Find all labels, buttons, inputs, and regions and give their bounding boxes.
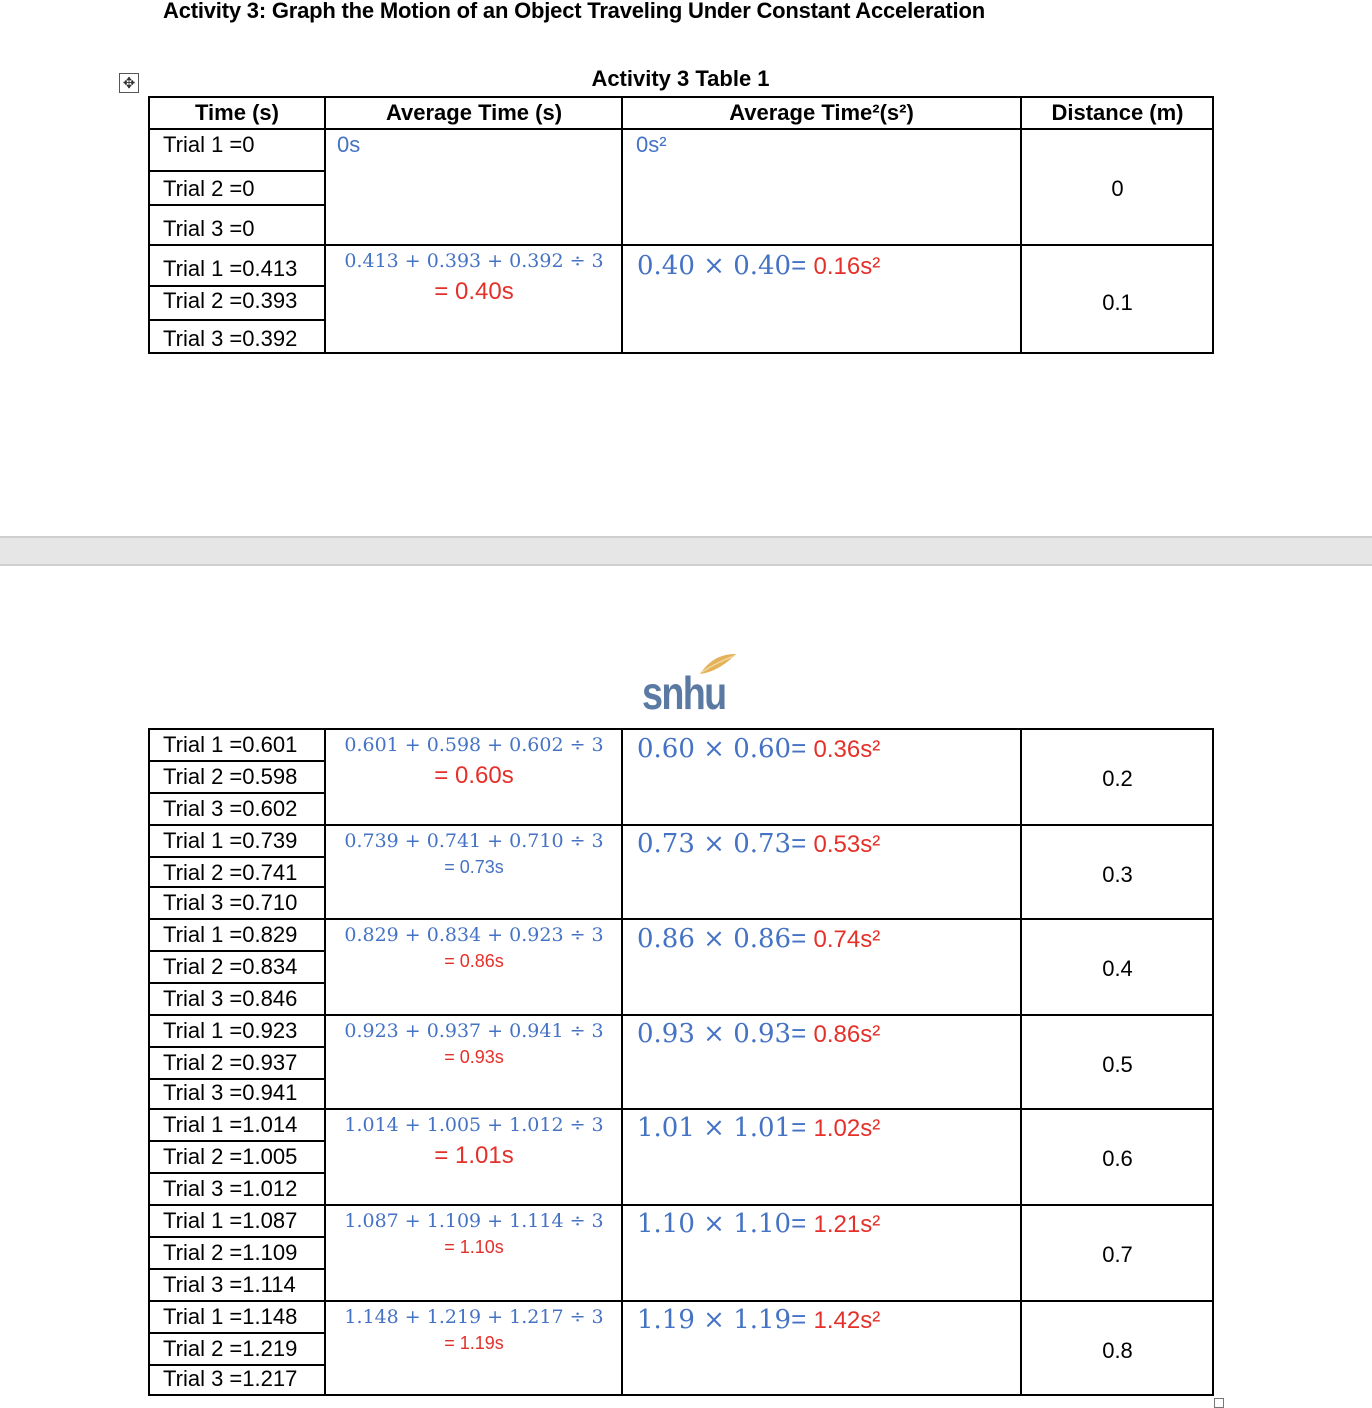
group-divider [148,824,1214,826]
square-cell: 0.40 × 0.40= 0.16s² [637,250,881,281]
trial-cell: Trial 1 =0 [163,132,255,157]
trial-divider [148,950,324,952]
trial-cell: Trial 1 =0.601 [163,732,298,757]
average-calc: 0.829 + 0.834 + 0.923 ÷ 3 [344,924,604,946]
group-divider [148,1014,1214,1016]
average-time-cell: 0s [337,132,361,157]
square-cell: 0.73 × 0.73= 0.53s² [637,828,881,859]
trial-divider [148,760,324,762]
square-result: 0.36s² [813,736,881,763]
average-time-squared-cell: 0s² [636,132,667,157]
distance-cell: 0.7 [1102,1242,1133,1267]
square-result: 0.53s² [813,831,881,858]
trial-divider [148,1140,324,1142]
col-divider [621,96,623,354]
average-result: = 0.60s [434,762,514,789]
square-expression: 0.86 × 0.86 [637,924,792,954]
average-calc: 0.923 + 0.937 + 0.941 ÷ 3 [344,1020,604,1042]
document-heading: Activity 3: Graph the Motion of an Object Traveling Under Constant Acceleration [163,0,985,23]
header-time: Time (s) [195,100,279,125]
header-distance: Distance (m) [1051,100,1184,125]
trial-cell: Trial 1 =0.829 [163,922,298,947]
trial-divider [148,856,324,858]
trial-divider [148,285,324,287]
group-divider [148,1300,1214,1302]
trial-divider [148,1332,324,1334]
group-divider [148,918,1214,920]
group-divider [148,244,1214,246]
distance-cell: 0.4 [1102,956,1133,981]
average-result: = 0.93s [444,1047,504,1067]
trial-cell: Trial 1 =0.923 [163,1018,298,1043]
distance-cell: 0.5 [1102,1052,1133,1077]
average-calc: 0.601 + 0.598 + 0.602 ÷ 3 [344,734,604,756]
trial-cell: Trial 2 =0.598 [163,764,298,789]
table-move-handle-icon[interactable]: ✥ [119,73,139,93]
table-resize-handle[interactable] [1214,1398,1224,1408]
average-calc: 0.739 + 0.741 + 0.710 ÷ 3 [344,830,604,852]
average-result: = 0.73s [444,857,504,877]
trial-cell: Trial 2 =0.937 [163,1050,298,1075]
average-result: = 0.86s [444,951,504,971]
square-expression: 1.01 × 1.01 [637,1113,792,1143]
average-calc: 1.014 + 1.005 + 1.012 ÷ 3 [344,1114,604,1136]
trial-cell: Trial 2 =0.393 [163,288,298,313]
average-result: = 0.40s [434,278,514,305]
square-expression: 0.73 × 0.73 [637,829,792,859]
trial-cell: Trial 3 =0.710 [163,890,298,915]
trial-cell: Trial 3 =1.114 [163,1272,296,1297]
square-expression: 1.19 × 1.19 [637,1305,792,1335]
trial-cell: Trial 3 =1.217 [163,1366,298,1391]
trial-cell: Trial 2 =0 [163,176,255,201]
trial-divider [148,1172,324,1174]
square-cell: 0.86 × 0.86= 0.74s² [637,923,881,954]
square-cell: 1.01 × 1.01= 1.02s² [637,1112,881,1143]
square-result: 1.21s² [813,1211,881,1238]
average-result: = 1.10s [444,1237,504,1257]
trial-divider [148,792,324,794]
square-result: 1.02s² [813,1115,881,1142]
trial-cell: Trial 3 =0.846 [163,986,298,1011]
square-expression: 0.60 × 0.60 [637,734,792,764]
square-result: 0.74s² [813,926,881,953]
square-expression: 0.93 × 0.93 [637,1019,792,1049]
distance-cell: 0.1 [1102,290,1133,315]
trial-divider [148,1236,324,1238]
distance-cell: 0.6 [1102,1146,1133,1171]
trial-cell: Trial 1 =1.148 [163,1304,298,1329]
average-calc: 1.148 + 1.219 + 1.217 ÷ 3 [344,1306,604,1328]
trial-divider [148,1046,324,1048]
header-average-time-squared: Average Time²(s²) [729,100,914,125]
trial-divider [148,1268,324,1270]
trial-divider [148,170,324,172]
trial-cell: Trial 1 =1.087 [163,1208,298,1233]
trial-cell: Trial 1 =0.413 [163,256,298,281]
square-cell: 1.10 × 1.10= 1.21s² [637,1208,881,1239]
trial-divider [148,982,324,984]
trial-cell: Trial 1 =0.739 [163,828,298,853]
page-break [0,536,1372,566]
distance-cell: 0.8 [1102,1338,1133,1363]
trial-cell: Trial 3 =1.012 [163,1176,298,1201]
trial-divider [148,204,324,206]
trial-cell: Trial 3 =0.392 [163,326,298,351]
square-cell: 0.93 × 0.93= 0.86s² [637,1018,881,1049]
average-result: = 1.01s [434,1142,514,1169]
square-expression: 1.10 × 1.10 [637,1209,792,1239]
snhu-logo [642,652,742,722]
average-result: = 1.19s [444,1333,504,1353]
distance-cell: 0.3 [1102,862,1133,887]
group-divider [148,1204,1214,1206]
trial-cell: Trial 2 =0.834 [163,954,298,979]
average-calc: 0.413 + 0.393 + 0.392 ÷ 3 [344,250,604,272]
trial-cell: Trial 2 =1.109 [163,1240,298,1265]
square-expression: 0.40 × 0.40 [637,251,792,281]
square-cell: 1.19 × 1.19= 1.42s² [637,1304,881,1335]
logo-wordmark: snhu [642,667,726,719]
trial-cell: Trial 1 =1.014 [163,1112,298,1137]
trial-divider [148,886,324,888]
trial-cell: Trial 2 =0.741 [163,860,298,885]
square-result: 0.86s² [813,1021,881,1048]
trial-cell: Trial 3 =0.941 [163,1080,298,1105]
trial-cell: Trial 2 =1.005 [163,1144,298,1169]
trial-cell: Trial 2 =1.219 [163,1336,298,1361]
header-row-divider [148,128,1214,130]
distance-cell: 0.2 [1102,766,1133,791]
header-average-time: Average Time (s) [385,100,563,125]
table-caption: Activity 3 Table 1 [591,66,770,91]
distance-cell: 0 [1111,176,1124,201]
square-result: 0.16s² [813,253,881,280]
group-divider [148,1108,1214,1110]
trial-divider [148,319,324,321]
square-cell: 0.60 × 0.60= 0.36s² [637,733,881,764]
average-calc: 1.087 + 1.109 + 1.114 ÷ 3 [344,1210,604,1232]
trial-cell: Trial 3 =0.602 [163,796,298,821]
trial-cell: Trial 3 =0 [163,216,255,241]
square-result: 1.42s² [813,1307,881,1334]
col-divider [324,96,326,354]
